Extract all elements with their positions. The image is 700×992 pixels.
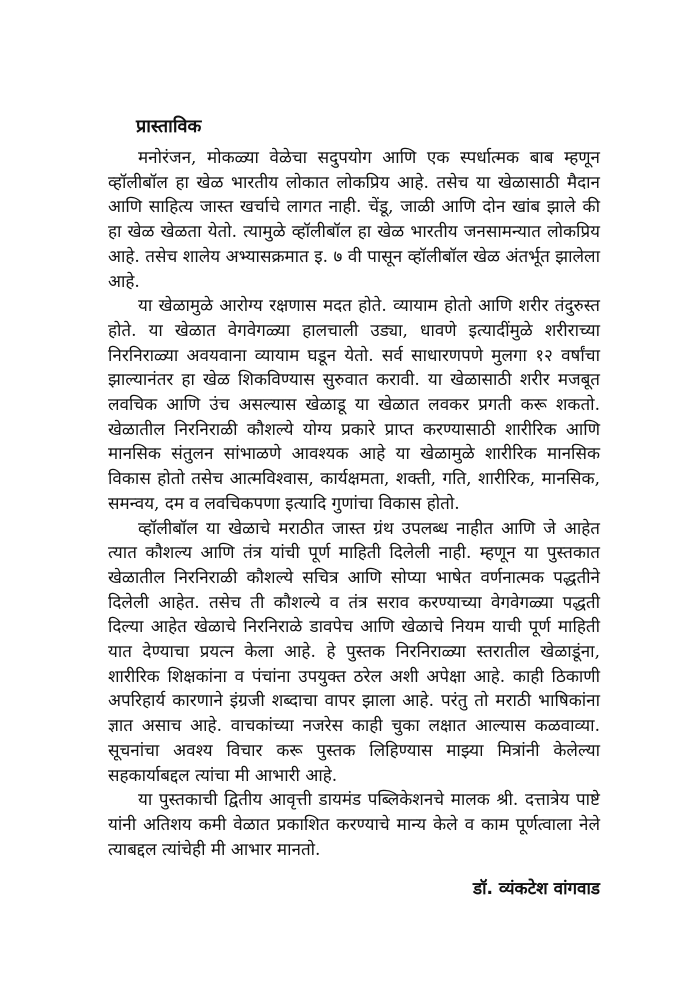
preface-page [108, 112, 600, 899]
paragraph-4: या पुस्तकाची द्वितीय आवृत्ती डायमंड पब्लिकेशनचे मालक श्री. दत्तात्रेय पाष्टे यांनी अतिशय कमी वेळात प्रकाशित करण्याचे मान्य केले व काम पूर्णत्वाला नेले त्याबद्दल त्यांचेही मी आभार मानतो. [108, 790, 600, 860]
paragraph-1: मनोरंजन, मोकळ्या वेळेचा सदुपयोग आणि एक स्पर्धात्मक बाब म्हणून व्हॉलीबॉल हा खेळ भारतीय लोकात लोकप्रिय आहे. तसेच या खेळासाठी मैदान आणि साहित्य जास्त खर्चाचे लागत नाही. चेंडू, जाळी आणि दोन खांब झाले की हा खेळ खेळता येतो. त्यामुळे व्हॉलीबॉल हा खेळ भारतीय जनसामन्यात लोकप्रिय आहे. तसेच शालेय अभ्यासक्रमात इ. ७ वी पासून व्हॉलीबॉल खेळ अंतर्भूत झालेला आहे. [108, 148, 600, 292]
author-signature: डॉ. व्यंकटेश वांगवाड [472, 879, 600, 899]
paragraph-2: या खेळामुळे आरोग्य रक्षणास मदत होते. व्यायाम होतो आणि शरीर तंदुरुस्त होते. या खेळात वेगवेगळ्या हालचाली उड्या, धावणे इत्यादींमुळे शरीराच्या निरनिराळ्या अवयवाना व्यायाम घडून येतो. सर्व साधारणपणे मुलगा १२ वर्षांचा झाल्यानंतर हा खेळ शिकविण्यास सुरुवात करावी. या खेळासाठी शरीर मजबूत लवचिक आणि उंच असल्यास खेळाडू या खेळात लवकर प्रगती करू शकतो. खेळातील निरनिराळी कौशल्ये योग्य प्रकारे प्राप्त करण्यासाठी शारीरिक आणि मानसिक संतुलन सांभाळणे आवश्यक आहे या खेळामुळे शारीरिक मानसिक विकास होतो तसेच आत्मविश्वास, कार्यक्षमता, शक्ती, गति, शारीरिक, मानसिक, समन्वय, दम व लवचिकपणा इत्यादि गुणांचा विकास होतो. [108, 296, 600, 514]
preface-heading: प्रास्ताविक [136, 116, 202, 137]
paragraph-3: व्हॉलीबॉल या खेळाचे मराठीत जास्त ग्रंथ उपलब्ध नाहीत आणि जे आहेत त्यात कौशल्य आणि तंत्र यांची पूर्ण माहिती दिलेली नाही. म्हणून या पुस्तकात खेळातील निरनिराळी कौशल्ये सचित्र आणि सोप्या भाषेत वर्णनात्मक पद्धतीने दिलेली आहेत. तसेच ती कौशल्ये व तंत्र सराव करण्याच्या वेगवेगळ्या पद्धती दिल्या आहेत खेळाचे निरनिराळे डावपेच आणि खेळाचे नियम याची पूर्ण माहिती यात देण्याचा प्रयत्न केला आहे. हे पुस्तक निरनिराळ्या स्तरातील खेळाडूंना, शारीरिक शिक्षकांना व पंचांना उपयुक्त ठरेल अशी अपेक्षा आहे. काही ठिकाणी अपरिहार्य कारणाने इंग्रजी शब्दाचा वापर झाला आहे. परंतु तो मराठी भाषिकांना ज्ञात असाच आहे. वाचकांच्या नजरेस काही चुका लक्षात आल्यास कळवाव्या. सूचनांचा अवश्य विचार करू पुस्तक लिहिण्यास माझ्या मित्रांनी केलेल्या सहकार्याबद्दल त्यांचा मी आभारी आहे. [108, 518, 600, 786]
